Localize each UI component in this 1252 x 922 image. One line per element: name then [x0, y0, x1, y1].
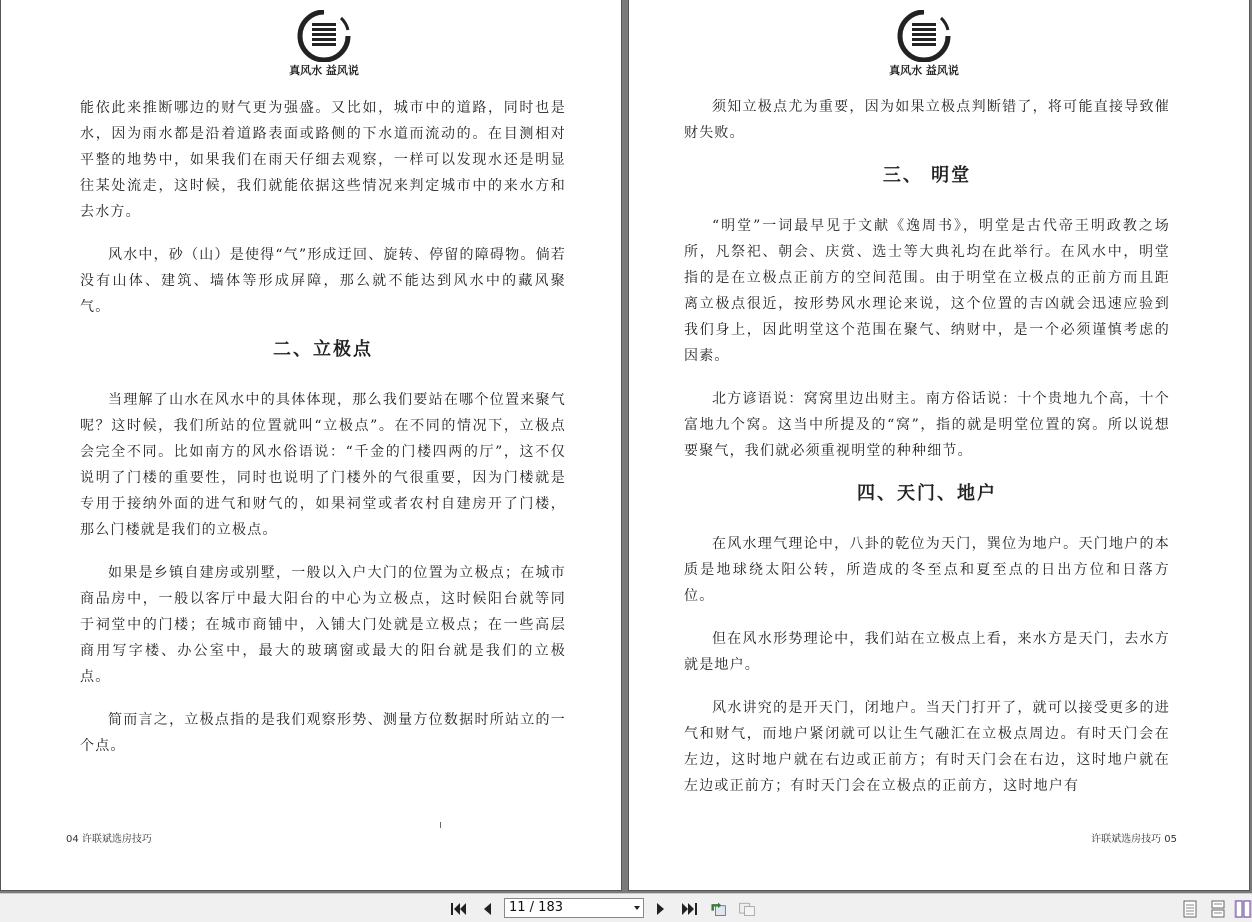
bagua-logo-icon — [897, 10, 951, 62]
chevron-down-icon[interactable] — [634, 906, 640, 910]
page-mark — [440, 822, 441, 828]
facing-page-icon — [1235, 900, 1251, 918]
first-page-button[interactable] — [450, 900, 468, 918]
previous-page-button[interactable] — [478, 900, 496, 918]
page-indicator: 11 / 183 — [509, 900, 563, 915]
last-page-icon — [680, 901, 698, 917]
paragraph: 简而言之，立极点指的是我们观察形势、测量方位数据时所站立的一个点。 — [80, 712, 566, 754]
paragraph: 但在风水形势理论中，我们站在立极点上看，来水方是天门，去水方就是地户。 — [684, 631, 1170, 673]
last-page-button[interactable] — [680, 900, 698, 918]
single-page-icon — [1182, 900, 1198, 918]
paragraph: 北方谚语说：窝窝里边出财主。南方俗话说：十个贵地九个高，十个富地九个窝。这当中所提及的“窝”，指的就是明堂位置的窝。所以说想要聚气，我们就必须重视明堂的种种细节。 — [684, 391, 1170, 459]
single-page-view-button[interactable] — [1181, 900, 1199, 918]
paragraph: 在风水理气理论中，八卦的乾位为天门，巽位为地户。天门地户的本质是地球绕太阳公转，所造成的冬至点和夏至点的日出方位和日落方位。 — [684, 536, 1170, 604]
continuous-page-icon — [1210, 900, 1226, 918]
previous-page-icon — [480, 901, 494, 917]
next-view-icon — [738, 900, 756, 918]
logo-text: 真风水 益风说 — [289, 64, 359, 77]
paragraph: 如果是乡镇自建房或别墅，一般以入户大门的位置为立极点；在城市商品房中，一般以客厅中最大阳台的中心为立极点，这时候阳台就等同于祠堂中的门楼；在城市商铺中，入铺大门处就是立极点；在一些高层商用写字楼、办公室中，最大的玻璃窗或最大的阳台就是我们的立极点。 — [80, 565, 566, 685]
right-page-body — [684, 94, 1170, 816]
paragraph: 须知立极点尤为重要，因为如果立极点判断错了，将可能直接导致催财失败。 — [684, 99, 1170, 141]
first-page-icon — [450, 901, 468, 917]
logo-text: 真风水 益风说 — [889, 64, 959, 77]
previous-view-button[interactable] — [709, 900, 727, 918]
paragraph: 当理解了山水在风水中的具体体现，那么我们要站在哪个位置来聚气呢？这时候，我们所站的位置就叫“立极点”。在不同的情况下，立极点会完全不同。比如南方的风水俗语说：“千金的门楼四两的厅”，这不仅说明了门楼的重要性，同时也说明了门楼外的气很重要，因为门楼就是专用于接纳外面的进气和财气的，如果祠堂或者农村自建房开了门楼，那么门楼就是我们的立极点。 — [80, 392, 566, 538]
next-page-button[interactable] — [652, 900, 670, 918]
navigation-toolbar — [0, 893, 1252, 922]
section-heading: 三、 明堂 — [882, 165, 972, 186]
continuous-view-button[interactable] — [1209, 900, 1227, 918]
page-number-input[interactable] — [504, 898, 644, 918]
previous-view-icon — [709, 900, 727, 918]
paragraph: “明堂”一词最早见于文献《逸周书》，明堂是古代帝王明政教之场所，凡祭祀、朝会、庆赏、选士等大典礼均在此举行。在风水中，明堂指的是在立极点正前方的空间范围。由于明堂在立极点的正前方而且距离立极点很近，按形势风水理论来说，这个位置的吉凶就会迅速应验到我们身上，因此明堂这个范围在聚气、纳财中，是一个必须谨慎考虑的因素。 — [684, 218, 1170, 364]
right-page — [628, 0, 1250, 891]
section-heading: 四、天门、地户 — [857, 483, 997, 504]
paragraph: 风水中，砂（山）是使得“气”形成迂回、旋转、停留的障碍物。倘若没有山体、建筑、墙体等形成屏障，那么就不能达到风水中的藏风聚气。 — [80, 247, 566, 315]
paragraph: 能依此来推断哪边的财气更为强盛。又比如，城市中的道路，同时也是水，因为雨水都是沿着道路表面或路侧的下水道而流动的。在目测相对平整的地势中，如果我们在雨天仔细去观察，一样可以发现水还是明显往某处流走，这时候，我们就能依据这些情况来判定城市中的来水方和去水方。 — [80, 100, 566, 220]
paragraph: 风水讲究的是开天门，闭地户。当天门打开了，就可以接受更多的进气和财气，而地户紧闭就可以让生气融汇在立极点周边。有时天门会在左边，这时地户就在右边或正前方；有时天门会在右边，这时地户就在左边或正前方；有时天门会在立极点的正前方，这时地户有 — [684, 700, 1170, 794]
facing-view-button[interactable] — [1234, 900, 1252, 918]
bagua-logo-icon — [297, 10, 351, 62]
page-logo — [874, 10, 974, 78]
section-heading: 二、立极点 — [273, 339, 373, 360]
page-footer: 04 许联斌选房技巧 — [66, 834, 152, 845]
page-footer: 许联斌选房技巧 05 — [1091, 834, 1177, 845]
page-logo — [274, 10, 374, 78]
left-page — [0, 0, 622, 891]
left-page-body — [80, 95, 566, 776]
next-view-button[interactable] — [738, 900, 756, 918]
next-page-icon — [654, 901, 668, 917]
